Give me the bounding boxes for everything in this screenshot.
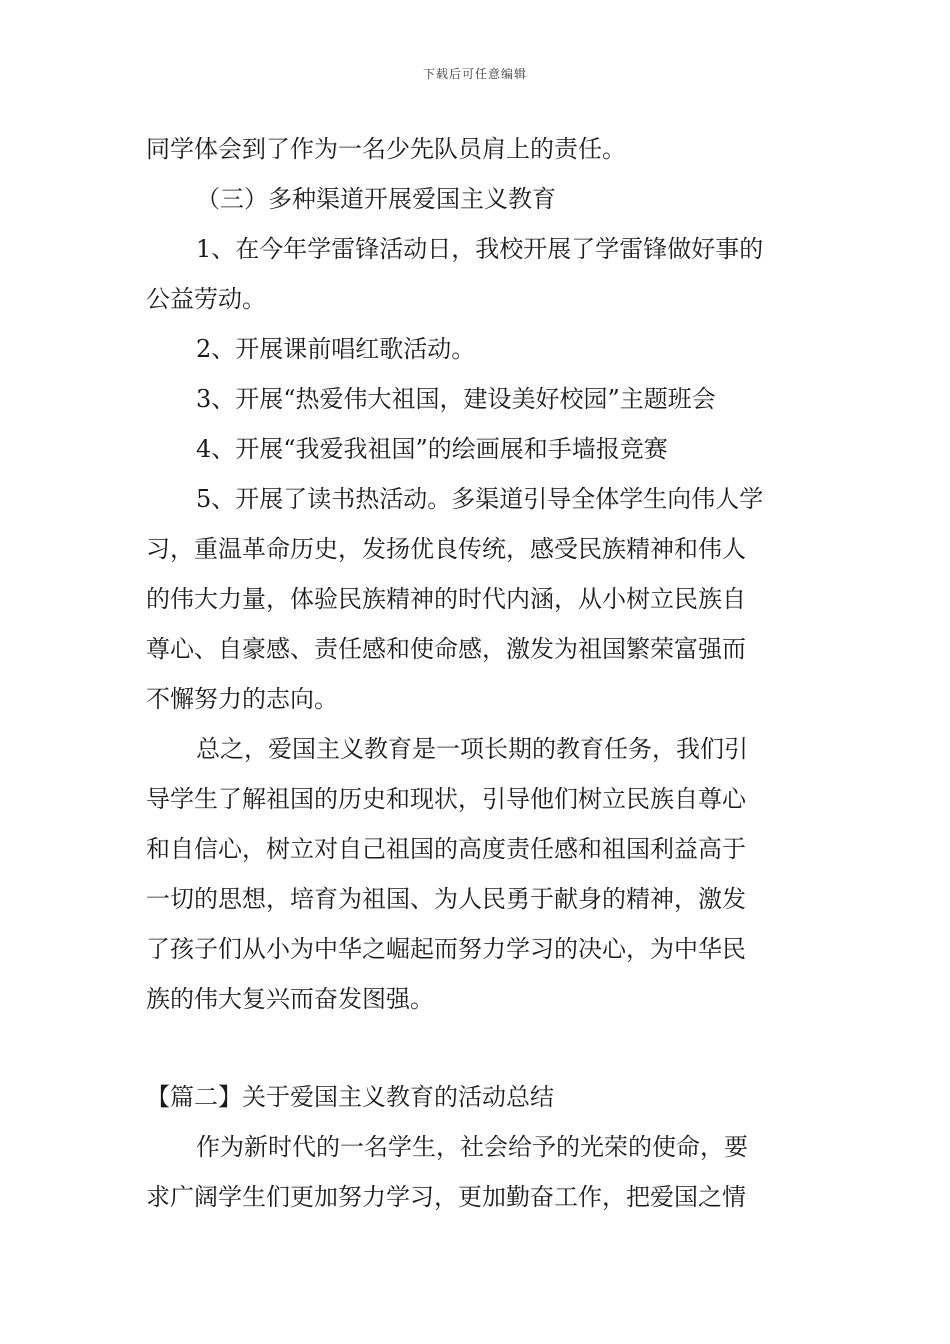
paragraph-line: 2、开展课前唱红歌活动。 (196, 335, 476, 363)
paragraph-line: 一切的思想，培育为祖国、为人民勇于献身的精神，激发 (146, 885, 746, 913)
paragraph-line: 总之，爱国主义教育是一项长期的教育任务，我们引 (196, 735, 748, 763)
paragraph-line: 5、开展了读书热活动。多渠道引导全体学生向伟人学 (196, 485, 764, 513)
paragraph-line: 作为新时代的一名学生，社会给予的光荣的使命，要 (196, 1133, 748, 1161)
section-subheading: （三）多种渠道开展爱国主义教育 (196, 185, 556, 213)
paragraph-line: 求广阔学生们更加努力学习，更加勤奋工作，把爱国之情 (146, 1183, 746, 1211)
paragraph-line: 和自信心，树立对自己祖国的高度责任感和祖国利益高于 (146, 835, 746, 863)
paragraph-line: 同学体会到了作为一名少先队员肩上的责任。 (146, 135, 626, 163)
section-heading: 【篇二】关于爱国主义教育的活动总结 (146, 1083, 554, 1111)
paragraph-line: 导学生了解祖国的历史和现状，引导他们树立民族自尊心 (146, 785, 746, 813)
paragraph-line: 了孩子们从小为中华之崛起而努力学习的决心，为中华民 (146, 935, 746, 963)
section-gap (146, 1024, 816, 1072)
paragraph-line: 3、开展“热爱伟大祖国，建设美好校园”主题班会 (196, 385, 716, 413)
paragraph-line: 4、开展“我爱我祖国”的绘画展和手墙报竞赛 (196, 435, 668, 463)
paragraph-line: 族的伟大复兴而奋发图强。 (146, 985, 434, 1013)
page-header: 下载后可任意编辑 (422, 67, 527, 81)
document-body (146, 124, 816, 1222)
paragraph-line: 尊心、自豪感、责任感和使命感，激发为祖国繁荣富强而 (146, 635, 746, 663)
paragraph-line: 的伟大力量，体验民族精神的时代内涵，从小树立民族自 (146, 585, 746, 613)
paragraph-line: 不懈努力的志向。 (146, 685, 338, 713)
paragraph-line: 1、在今年学雷锋活动日，我校开展了学雷锋做好事的 (196, 235, 764, 263)
paragraph-line: 习，重温革命历史，发扬优良传统，感受民族精神和伟人 (146, 535, 746, 563)
paragraph-line: 公益劳动。 (146, 285, 266, 313)
